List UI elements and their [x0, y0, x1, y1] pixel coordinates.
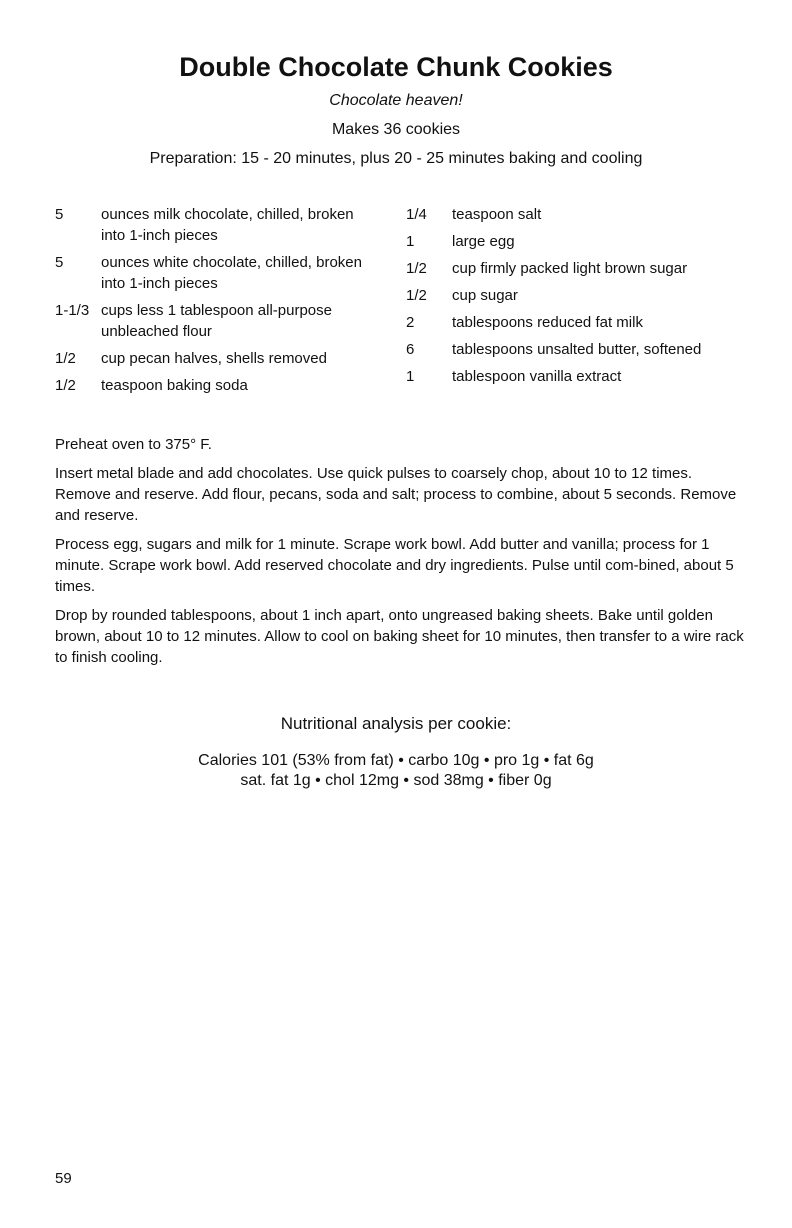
ingredient-item	[406, 285, 746, 306]
ingredient-text: cups less 1 tablespoon all-purpose unbleached flour	[101, 302, 332, 340]
ingredient-quantity: 1/2	[406, 260, 427, 277]
page-number: 59	[55, 1170, 72, 1187]
ingredient-item	[406, 312, 746, 333]
ingredient-item	[55, 252, 375, 294]
nutrition-heading: Nutritional analysis per cookie:	[280, 714, 512, 733]
nutrition-line: Calories 101 (53% from fat) • carbo 10g • pro 1g • fat 6g	[198, 752, 594, 769]
ingredient-text: teaspoon baking soda	[101, 377, 248, 394]
instruction-step: Drop by rounded tablespoons, about 1 inch apart, onto ungreased baking sheets. Bake until golden brown, about 10 to 12 minutes. Allow to cool on baking sheet for 10 minutes, then transfer to a wire rack to finish cooling.	[55, 607, 744, 666]
ingredient-text: tablespoons reduced fat milk	[452, 314, 643, 331]
recipe-yield: Makes 36 cookies	[331, 121, 461, 138]
ingredient-text: cup pecan halves, shells removed	[101, 350, 327, 367]
ingredient-quantity: 2	[406, 314, 415, 331]
ingredient-text: teaspoon salt	[452, 206, 542, 223]
ingredient-text: tablespoons unsalted butter, softened	[452, 341, 702, 358]
ingredients-right-column	[406, 204, 746, 393]
ingredient-item	[406, 204, 746, 225]
recipe-instructions	[55, 434, 745, 676]
ingredient-quantity: 1/2	[55, 350, 76, 367]
ingredient-item	[55, 300, 375, 342]
ingredient-quantity: 1-1/3	[55, 302, 90, 319]
ingredient-item	[406, 258, 746, 279]
ingredient-quantity: 1/2	[406, 287, 427, 304]
ingredient-text: ounces milk chocolate, chilled, broken into 1-inch pieces	[101, 206, 354, 244]
ingredient-text: tablespoon vanilla extract	[452, 368, 622, 385]
instruction-step: Process egg, sugars and milk for 1 minute. Scrape work bowl. Add butter and vanilla; process for 1 minute. Scrape work bowl. Add reserved chocolate and dry ingredients. Pulse until com-bined, about 5 times.	[55, 536, 734, 595]
ingredient-item	[55, 375, 375, 396]
recipe-subtitle: Chocolate heaven!	[329, 92, 463, 109]
ingredient-item	[406, 339, 746, 360]
ingredient-item	[406, 366, 746, 387]
ingredient-quantity: 5	[55, 206, 64, 223]
ingredient-item	[55, 348, 375, 369]
recipe-preparation: Preparation: 15 - 20 minutes, plus 20 - 25 minutes baking and cooling	[149, 150, 643, 167]
ingredient-text: ounces white chocolate, chilled, broken into 1-inch pieces	[101, 254, 362, 292]
ingredient-quantity: 5	[55, 254, 64, 271]
recipe-title: Double Chocolate Chunk Cookies	[179, 52, 613, 82]
ingredient-text: cup firmly packed light brown sugar	[452, 260, 688, 277]
ingredient-text: cup sugar	[452, 287, 518, 304]
ingredient-item	[55, 204, 375, 246]
ingredient-quantity: 6	[406, 341, 415, 358]
instruction-step: Preheat oven to 375° F.	[55, 436, 212, 453]
instruction-step: Insert metal blade and add chocolates. Use quick pulses to coarsely chop, about 10 to 12 times. Remove and reserve. Add flour, pecans, soda and salt; process to combine, about 5 seconds. Remove and reserve.	[55, 465, 737, 524]
ingredient-quantity: 1/4	[406, 206, 427, 223]
ingredients-left-column	[55, 204, 375, 402]
ingredient-text: large egg	[452, 233, 515, 250]
nutrition-line: sat. fat 1g • chol 12mg • sod 38mg • fiber 0g	[240, 772, 552, 789]
ingredient-quantity: 1/2	[55, 377, 76, 394]
ingredient-item	[406, 231, 746, 252]
ingredient-quantity: 1	[406, 368, 415, 385]
ingredient-quantity: 1	[406, 233, 415, 250]
